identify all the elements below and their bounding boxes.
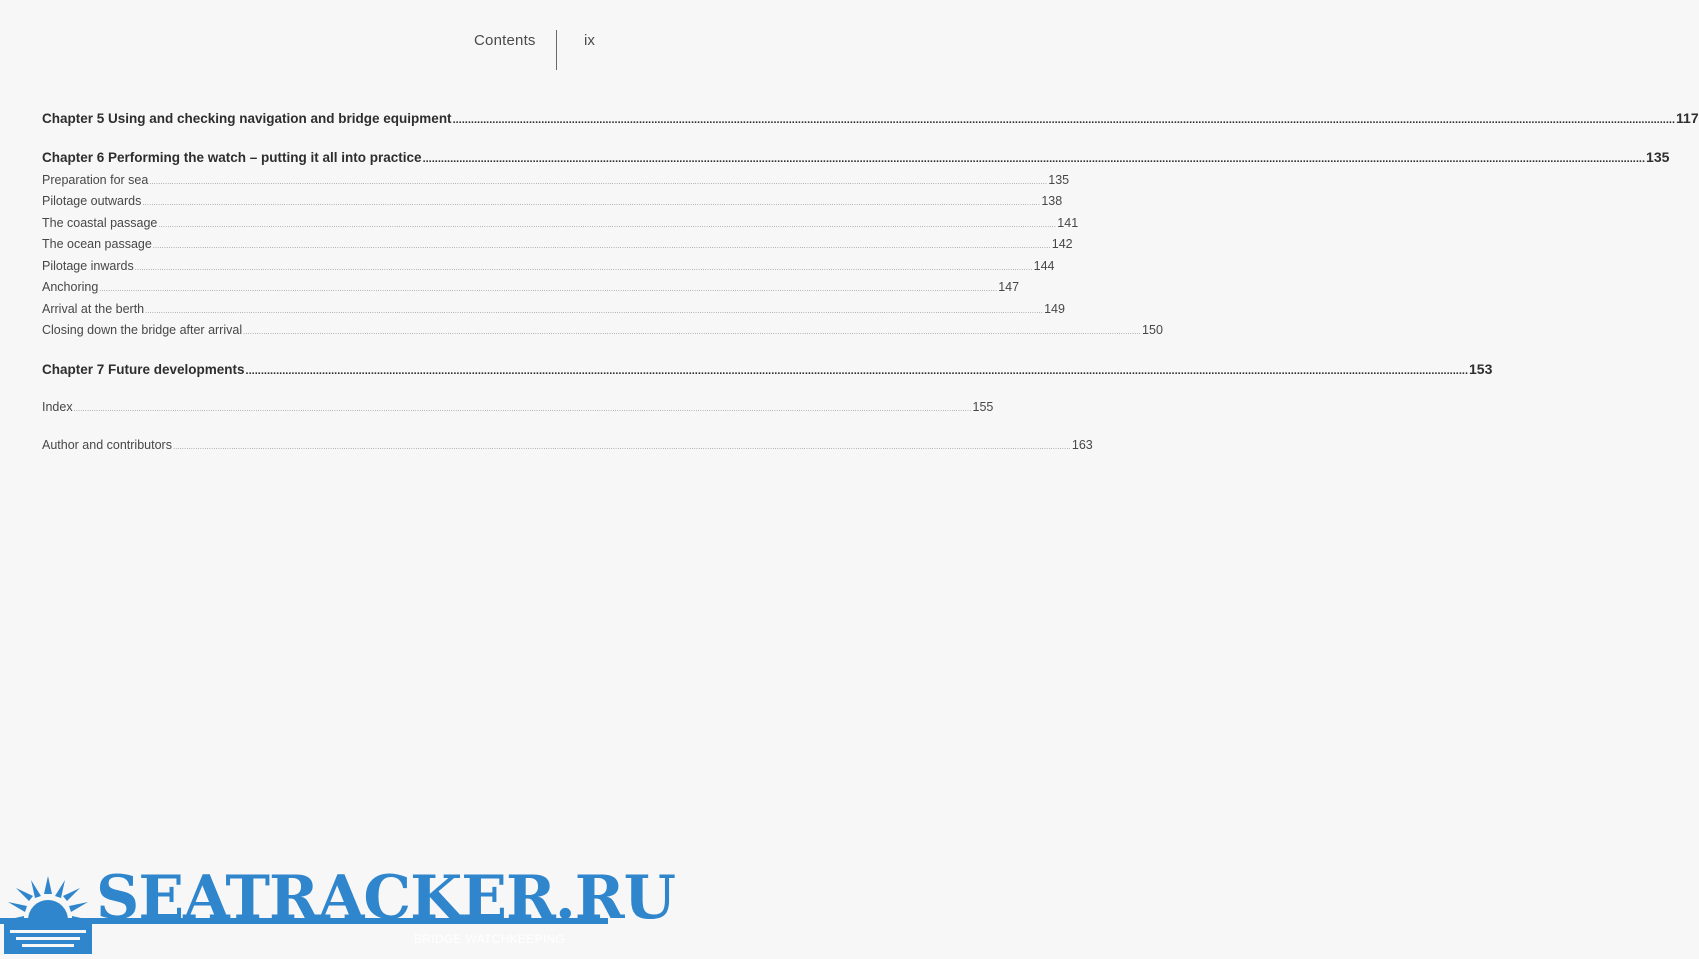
toc-entry-page: 155 — [972, 400, 994, 414]
toc-entry-page: 144 — [1033, 259, 1055, 273]
toc-entry-title: Pilotage inwards — [42, 259, 134, 273]
dot-leader: ................................................................................................................................................................................................................................................................................................................................................................................................................ — [172, 444, 1071, 451]
toc-entry-preparation-for-sea[interactable] — [42, 173, 1070, 187]
toc-entry-pilotage-inwards[interactable] — [42, 259, 1055, 273]
toc-entry-page: 117 — [1676, 110, 1699, 126]
toc-entry-index[interactable] — [42, 400, 994, 414]
running-footer: BRIDGE WATCHKEEPING — [414, 932, 566, 946]
toc-entry-page: 150 — [1142, 323, 1163, 337]
toc-entry-page: 163 — [1071, 438, 1093, 452]
toc-entry-page: 153 — [1469, 361, 1493, 377]
toc-entry-anchoring[interactable] — [42, 280, 1020, 294]
toc-entry-title: Closing down the bridge after arrival — [42, 323, 243, 337]
dot-leader: ................................................................................................................................................................................................................................................................................................................................................................................................................ — [73, 406, 972, 413]
toc-entry-page: 135 — [1646, 149, 1670, 165]
toc-entry-page: 149 — [1044, 302, 1065, 316]
dot-leader: ................................................................................................................................................................................................................................................................................................................................................................................................................ — [422, 153, 1646, 165]
toc-entry-chapter-6[interactable] — [42, 149, 1670, 165]
toc-entry-page: 135 — [1048, 173, 1070, 187]
toc-entry-author-contributors[interactable] — [42, 438, 1093, 452]
toc-entry-coastal-passage[interactable] — [42, 216, 1079, 230]
dot-leader: ................................................................................................................................................................................................................................................................................................................................................................................................................ — [145, 308, 1044, 315]
dot-leader: ................................................................................................................................................................................................................................................................................................................................................................................................................ — [152, 243, 1051, 250]
page-header-title: Contents — [474, 32, 536, 49]
toc-entry-page: 141 — [1057, 216, 1079, 230]
toc-entry-chapter-7[interactable] — [42, 361, 1493, 377]
dot-leader: ................................................................................................................................................................................................................................................................................................................................................................................................................ — [452, 114, 1676, 126]
dot-leader: ................................................................................................................................................................................................................................................................................................................................................................................................................ — [142, 200, 1041, 207]
dot-leader: ................................................................................................................................................................................................................................................................................................................................................................................................................ — [243, 329, 1142, 336]
toc-entry-title: The coastal passage — [42, 216, 158, 230]
toc-entry-title: The ocean passage — [42, 237, 152, 251]
toc-entry-title: Chapter 6 Performing the watch – putting it all into practice — [42, 150, 422, 165]
toc-entry-title: Author and contributors — [42, 438, 172, 452]
toc-entry-title: Preparation for sea — [42, 173, 149, 187]
dot-leader: ................................................................................................................................................................................................................................................................................................................................................................................................................ — [149, 179, 1048, 186]
toc-entry-title: Index — [42, 400, 73, 414]
toc-entry-title: Chapter 5 Using and checking navigation and bridge equipment — [42, 111, 452, 126]
toc-entry-pilotage-outwards[interactable] — [42, 194, 1063, 208]
dot-leader: ................................................................................................................................................................................................................................................................................................................................................................................................................ — [158, 222, 1057, 229]
toc-entry-arrival-at-berth[interactable] — [42, 302, 1065, 316]
header-divider — [556, 30, 557, 70]
watermark-text: SEATRACKER.RU — [96, 863, 675, 933]
sun-icon — [4, 874, 92, 954]
toc-entry-title: Arrival at the berth — [42, 302, 145, 316]
toc-entry-ocean-passage[interactable] — [42, 237, 1073, 251]
toc-entry-page: 138 — [1041, 194, 1063, 208]
toc-entry-page: 142 — [1051, 237, 1073, 251]
toc-entry-page: 147 — [998, 280, 1020, 294]
toc-entry-title: Pilotage outwards — [42, 194, 142, 208]
toc-entry-closing-down-bridge[interactable] — [42, 323, 1163, 337]
toc-entry-title: Chapter 7 Future developments — [42, 362, 245, 377]
page-number: ix — [584, 32, 595, 49]
toc-entry-title: Anchoring — [42, 280, 99, 294]
dot-leader: ................................................................................................................................................................................................................................................................................................................................................................................................................ — [245, 365, 1469, 377]
dot-leader: ................................................................................................................................................................................................................................................................................................................................................................................................................ — [134, 265, 1033, 272]
dot-leader: ................................................................................................................................................................................................................................................................................................................................................................................................................ — [99, 286, 998, 293]
toc-entry-chapter-5[interactable] — [42, 110, 1699, 126]
